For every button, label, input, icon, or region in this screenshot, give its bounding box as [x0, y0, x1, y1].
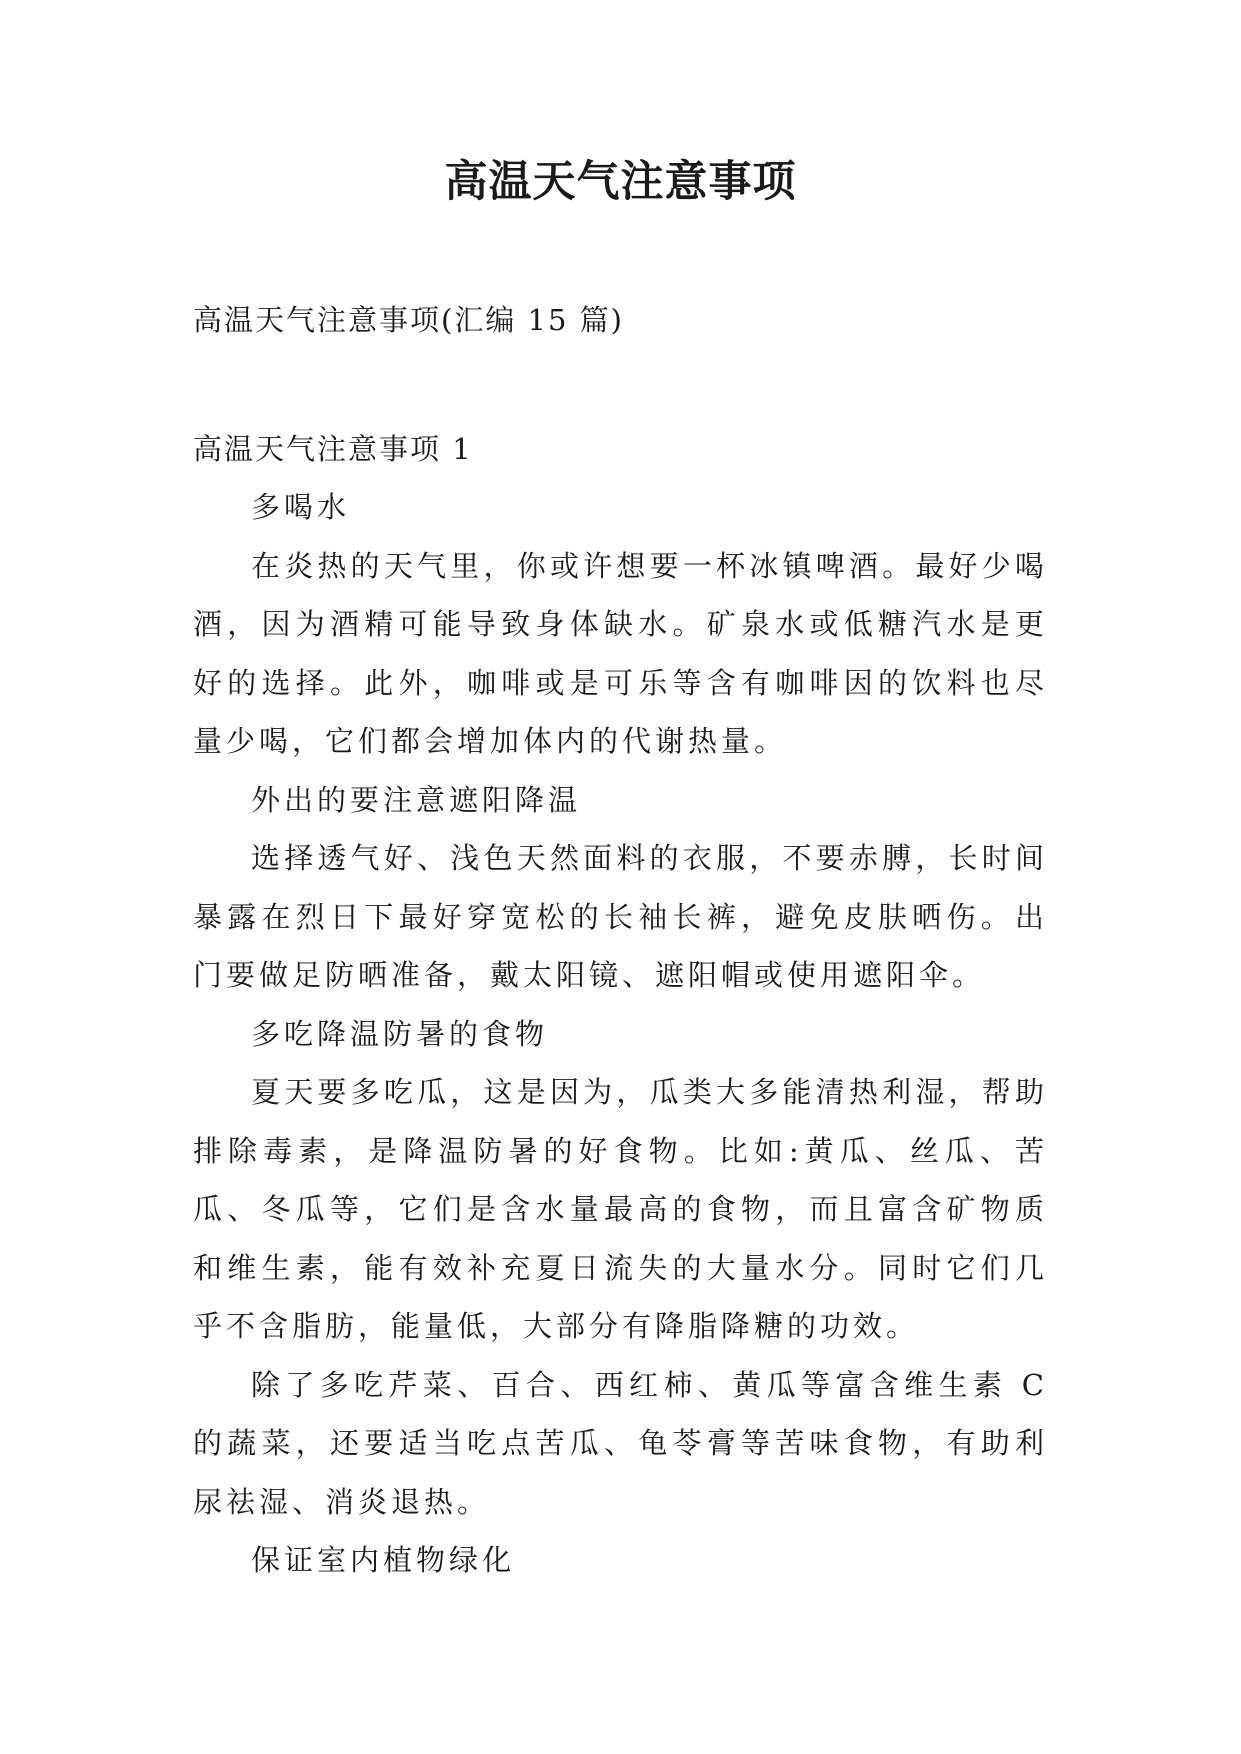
document-body	[193, 291, 1048, 1590]
sub-heading-cooling-food: 多吃降温防暑的食物	[251, 1016, 549, 1051]
document-subtitle: 高温天气注意事项(汇编 15 篇)	[193, 303, 624, 337]
sub-heading-drink-water: 多喝水	[251, 490, 351, 524]
paragraph-melons: 夏天要多吃瓜，这是因为，瓜类大多能清热利湿，帮助排除毒素，是降温防暑的好食物。比如:黄瓜、丝瓜、苦瓜、冬瓜等，它们是含水量最高的食物，而且富含矿物质和维生素，能有效补充夏日流失的大量水分。同时它们几乎不含脂肪，能量低，大部分有降脂降糖的功效。	[193, 1075, 1048, 1343]
section-heading: 高温天气注意事项 1	[193, 431, 473, 466]
sub-heading-indoor-plants: 保证室内植物绿化	[251, 1543, 516, 1577]
sub-heading-sun-protection: 外出的要注意遮阳降温	[251, 782, 582, 817]
document-title: 高温天气注意事项	[444, 157, 797, 207]
paragraph-vegetables: 除了多吃芹菜、百合、西红柿、黄瓜等富含维生素 C 的蔬菜，还要适当吃点苦瓜、龟苓膏等苦味食物，有助利尿祛湿、消炎退热。	[193, 1367, 1048, 1519]
paragraph-drinking: 在炎热的天气里，你或许想要一杯冰镇啤酒。最好少喝酒，因为酒精可能导致身体缺水。矿泉水或低糖汽水是更好的选择。此外，咖啡或是可乐等含有咖啡因的饮料也尽量少喝，它们都会增加体内的代谢热量。	[193, 548, 1048, 758]
paragraph-sun-protection: 选择透气好、浅色天然面料的衣服，不要赤膊，长时间暴露在烈日下最好穿宽松的长袖长裤，避免皮肤晒伤。出门要做足防晒准备，戴太阳镜、遮阳帽或使用遮阳伞。	[193, 841, 1048, 992]
